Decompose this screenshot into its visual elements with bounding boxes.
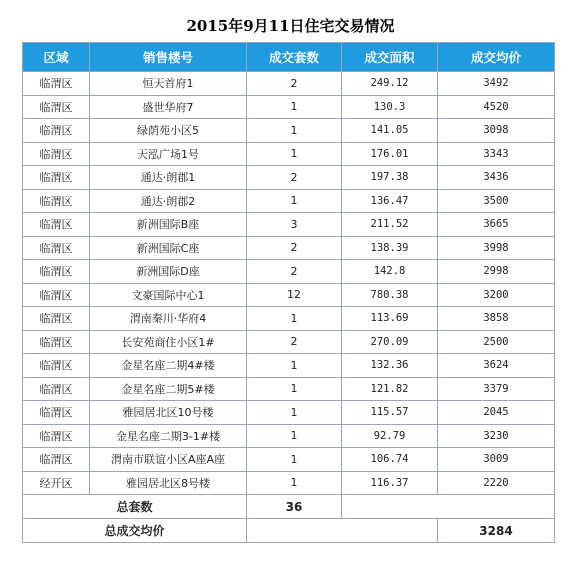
table-row: [23, 189, 555, 213]
cell-units: 1: [247, 401, 342, 425]
header-district: 区域: [23, 43, 90, 72]
cell-area: 115.57: [342, 401, 438, 425]
table-row: [23, 119, 555, 143]
transaction-table: [22, 42, 555, 543]
cell-avg-price: 3098: [438, 119, 555, 143]
cell-avg-price: 3379: [438, 377, 555, 401]
cell-units: 2: [247, 260, 342, 284]
cell-district: 临渭区: [23, 213, 90, 237]
cell-district: 临渭区: [23, 424, 90, 448]
cell-avg-price: 2220: [438, 471, 555, 495]
cell-avg-price: 3230: [438, 424, 555, 448]
cell-district: 临渭区: [23, 166, 90, 190]
cell-district: 临渭区: [23, 401, 90, 425]
cell-avg-price: 3492: [438, 72, 555, 96]
cell-area: 780.38: [342, 283, 438, 307]
cell-building: 长安苑商住小区1#: [90, 330, 247, 354]
total-units-empty: [342, 495, 555, 519]
cell-avg-price: 3858: [438, 307, 555, 331]
table-row: [23, 166, 555, 190]
cell-units: 1: [247, 95, 342, 119]
header-building: 销售楼号: [90, 43, 247, 72]
table-row: [23, 72, 555, 96]
cell-units: 2: [247, 72, 342, 96]
cell-avg-price: 4520: [438, 95, 555, 119]
cell-building: 通达·朗郡1: [90, 166, 247, 190]
cell-units: 1: [247, 119, 342, 143]
cell-area: 136.47: [342, 189, 438, 213]
cell-building: 恒天首府1: [90, 72, 247, 96]
table-row: [23, 448, 555, 472]
cell-units: 12: [247, 283, 342, 307]
total-units-row: [23, 495, 555, 519]
cell-building: 通达·朗郡2: [90, 189, 247, 213]
cell-units: 2: [247, 236, 342, 260]
cell-district: 临渭区: [23, 448, 90, 472]
header-row: [23, 43, 555, 72]
cell-units: 1: [247, 307, 342, 331]
cell-district: 临渭区: [23, 377, 90, 401]
cell-area: 211.52: [342, 213, 438, 237]
table-row: [23, 260, 555, 284]
cell-units: 1: [247, 189, 342, 213]
cell-avg-price: 3009: [438, 448, 555, 472]
page-title: 2015年9月11日住宅交易情况: [186, 17, 395, 35]
table-row: [23, 213, 555, 237]
cell-avg-price: 3665: [438, 213, 555, 237]
total-avg-price-empty: [247, 519, 438, 543]
cell-units: 2: [247, 330, 342, 354]
cell-units: 1: [247, 142, 342, 166]
cell-area: 106.74: [342, 448, 438, 472]
cell-area: 138.39: [342, 236, 438, 260]
table-row: [23, 471, 555, 495]
cell-units: 3: [247, 213, 342, 237]
cell-building: 新洲国际C座: [90, 236, 247, 260]
cell-area: 132.36: [342, 354, 438, 378]
cell-district: 临渭区: [23, 330, 90, 354]
cell-avg-price: 2500: [438, 330, 555, 354]
cell-district: 临渭区: [23, 189, 90, 213]
cell-area: 141.05: [342, 119, 438, 143]
cell-area: 113.69: [342, 307, 438, 331]
cell-area: 130.3: [342, 95, 438, 119]
cell-district: 临渭区: [23, 142, 90, 166]
cell-area: 270.09: [342, 330, 438, 354]
cell-district: 临渭区: [23, 72, 90, 96]
cell-avg-price: 3343: [438, 142, 555, 166]
cell-district: 经开区: [23, 471, 90, 495]
cell-building: 金星名座二期5#楼: [90, 377, 247, 401]
cell-district: 临渭区: [23, 354, 90, 378]
table-row: [23, 377, 555, 401]
cell-avg-price: 3998: [438, 236, 555, 260]
cell-building: 绿荫苑小区5: [90, 119, 247, 143]
total-avg-price-label: 总成交均价: [23, 519, 247, 543]
total-avg-price-row: [23, 519, 555, 543]
cell-building: 天泓广场1号: [90, 142, 247, 166]
cell-building: 文豪国际中心1: [90, 283, 247, 307]
cell-units: 1: [247, 354, 342, 378]
cell-district: 临渭区: [23, 307, 90, 331]
header-area: 成交面积: [342, 43, 438, 72]
header-units: 成交套数: [247, 43, 342, 72]
cell-area: 92.79: [342, 424, 438, 448]
cell-area: 116.37: [342, 471, 438, 495]
table-row: [23, 95, 555, 119]
cell-building: 盛世华府7: [90, 95, 247, 119]
cell-district: 临渭区: [23, 119, 90, 143]
cell-building: 金星名座二期4#楼: [90, 354, 247, 378]
cell-building: 新洲国际D座: [90, 260, 247, 284]
cell-units: 1: [247, 377, 342, 401]
cell-district: 临渭区: [23, 260, 90, 284]
cell-avg-price: 2045: [438, 401, 555, 425]
table-row: [23, 354, 555, 378]
cell-avg-price: 3500: [438, 189, 555, 213]
cell-building: 渭南市联谊小区A座A座: [90, 448, 247, 472]
cell-building: 雅园居北区10号楼: [90, 401, 247, 425]
table-row: [23, 330, 555, 354]
cell-district: 临渭区: [23, 95, 90, 119]
table-row: [23, 401, 555, 425]
total-units-value: 36: [247, 495, 342, 519]
cell-units: 2: [247, 166, 342, 190]
table-row: [23, 283, 555, 307]
table-row: [23, 236, 555, 260]
cell-building: 新洲国际B座: [90, 213, 247, 237]
cell-avg-price: 3624: [438, 354, 555, 378]
cell-units: 1: [247, 448, 342, 472]
cell-building: 金星名座二期3-1#楼: [90, 424, 247, 448]
cell-area: 249.12: [342, 72, 438, 96]
cell-avg-price: 3200: [438, 283, 555, 307]
cell-building: 雅园居北区8号楼: [90, 471, 247, 495]
table-row: [23, 307, 555, 331]
total-avg-price-value: 3284: [438, 519, 555, 543]
cell-building: 渭南秦川·华府4: [90, 307, 247, 331]
table-row: [23, 424, 555, 448]
total-units-label: 总套数: [23, 495, 247, 519]
cell-district: 临渭区: [23, 283, 90, 307]
cell-area: 121.82: [342, 377, 438, 401]
cell-area: 197.38: [342, 166, 438, 190]
cell-avg-price: 2998: [438, 260, 555, 284]
cell-units: 1: [247, 471, 342, 495]
header-avg-price: 成交均价: [438, 43, 555, 72]
cell-area: 176.01: [342, 142, 438, 166]
cell-district: 临渭区: [23, 236, 90, 260]
cell-area: 142.8: [342, 260, 438, 284]
cell-avg-price: 3436: [438, 166, 555, 190]
table-row: [23, 142, 555, 166]
cell-units: 1: [247, 424, 342, 448]
